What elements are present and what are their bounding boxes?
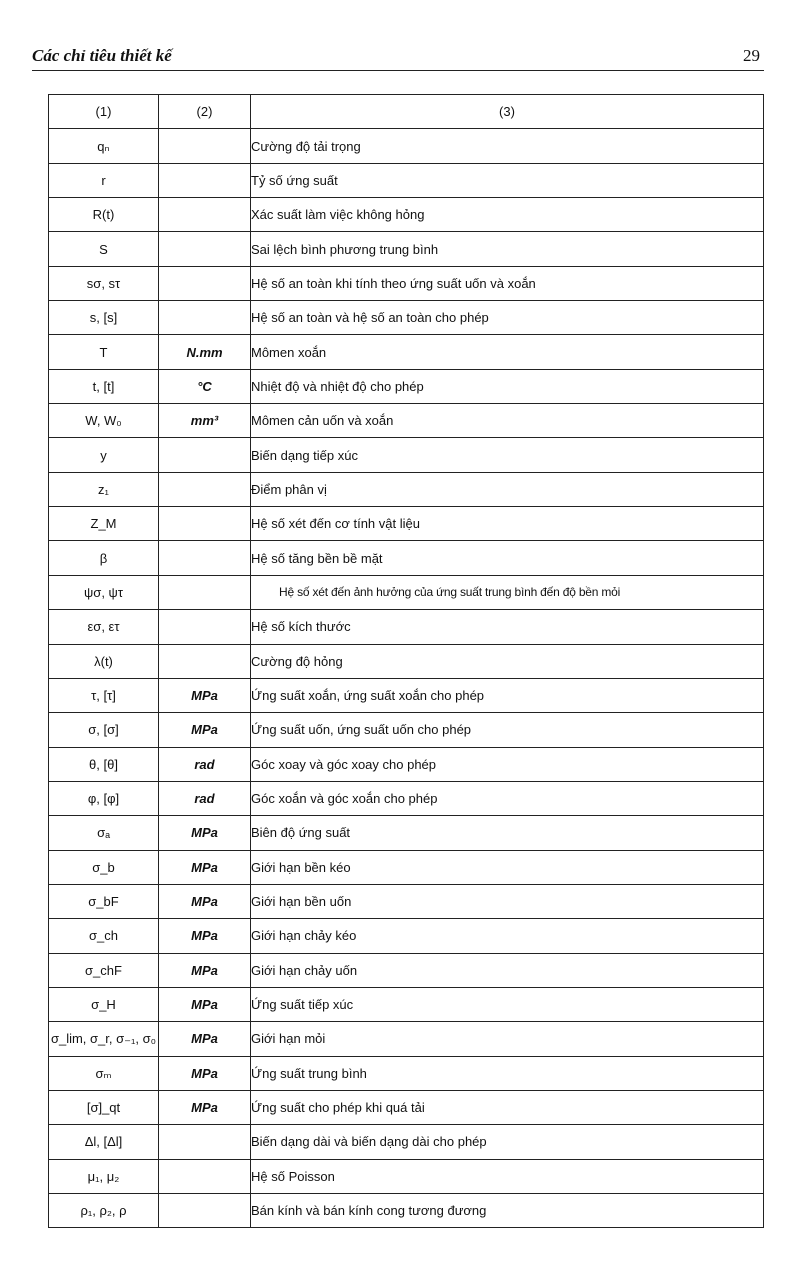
description-cell: Hệ số tăng bền bề mặt (251, 541, 764, 575)
symbol-cell: σ, [σ] (49, 713, 159, 747)
column-header-description: (3) (251, 95, 764, 129)
page-header (32, 44, 764, 71)
symbol-cell: ρ₁, ρ₂, ρ (49, 1194, 159, 1228)
unit-cell (159, 507, 251, 541)
table-row (49, 335, 764, 369)
description-cell: Bán kính và bán kính cong tương đương (251, 1194, 764, 1228)
symbol-cell: σₘ (49, 1056, 159, 1090)
unit-cell: MPa (159, 987, 251, 1021)
description-cell: Biên độ ứng suất (251, 816, 764, 850)
description-cell: Ứng suất cho phép khi quá tải (251, 1090, 764, 1124)
table-row (49, 472, 764, 506)
table-row (49, 919, 764, 953)
description-cell: Hệ số Poisson (251, 1159, 764, 1193)
table-row (49, 404, 764, 438)
unit-cell (159, 472, 251, 506)
symbol-cell: T (49, 335, 159, 369)
table-row (49, 1090, 764, 1124)
description-cell: Giới hạn chảy uốn (251, 953, 764, 987)
description-cell: Hệ số an toàn và hệ số an toàn cho phép (251, 301, 764, 335)
symbol-cell: θ, [θ] (49, 747, 159, 781)
unit-cell: MPa (159, 678, 251, 712)
description-cell: Góc xoắn và góc xoắn cho phép (251, 781, 764, 815)
symbol-cell: ψσ, ψτ (49, 575, 159, 609)
description-cell: Ứng suất trung bình (251, 1056, 764, 1090)
unit-cell: MPa (159, 884, 251, 918)
unit-cell: rad (159, 747, 251, 781)
symbol-cell: Δl, [Δl] (49, 1125, 159, 1159)
description-cell: Biến dạng dài và biến dạng dài cho phép (251, 1125, 764, 1159)
column-header-unit: (2) (159, 95, 251, 129)
column-header-symbol: (1) (49, 95, 159, 129)
description-cell: Hệ số kích thước (251, 610, 764, 644)
symbol-cell: σ_ch (49, 919, 159, 953)
description-cell: Mômen xoắn (251, 335, 764, 369)
table-row (49, 610, 764, 644)
symbol-cell: sσ, sτ (49, 266, 159, 300)
unit-cell (159, 438, 251, 472)
description-cell: Giới hạn bền kéo (251, 850, 764, 884)
table-row (49, 301, 764, 335)
table-row (49, 1194, 764, 1228)
table-row (49, 266, 764, 300)
description-cell: Điểm phân vị (251, 472, 764, 506)
description-cell: Giới hạn mỏi (251, 1022, 764, 1056)
symbol-cell: S (49, 232, 159, 266)
unit-cell (159, 163, 251, 197)
table-row (49, 369, 764, 403)
description-cell: Ứng suất tiếp xúc (251, 987, 764, 1021)
unit-cell (159, 610, 251, 644)
page-number: 29 (743, 46, 760, 65)
description-cell: Góc xoay và góc xoay cho phép (251, 747, 764, 781)
symbol-cell: r (49, 163, 159, 197)
unit-cell: MPa (159, 953, 251, 987)
page-title: Các chỉ tiêu thiết kế (32, 46, 172, 65)
symbol-cell: y (49, 438, 159, 472)
table-row (49, 1056, 764, 1090)
symbol-cell: R(t) (49, 198, 159, 232)
symbol-cell: φ, [φ] (49, 781, 159, 815)
description-cell: Xác suất làm việc không hỏng (251, 198, 764, 232)
symbol-table (48, 94, 764, 1228)
table-row (49, 644, 764, 678)
unit-cell (159, 1194, 251, 1228)
table-row (49, 987, 764, 1021)
unit-cell (159, 1125, 251, 1159)
unit-cell: MPa (159, 1056, 251, 1090)
table-row (49, 129, 764, 163)
symbol-cell: z₁ (49, 472, 159, 506)
description-cell: Hệ số xét đến ảnh hưởng của ứng suất trung bình đến độ bền mỏi (251, 575, 764, 609)
symbol-cell: β (49, 541, 159, 575)
symbol-cell: σₐ (49, 816, 159, 850)
unit-cell (159, 541, 251, 575)
unit-cell: MPa (159, 919, 251, 953)
table-row (49, 198, 764, 232)
unit-cell (159, 266, 251, 300)
description-cell: Ứng suất xoắn, ứng suất xoắn cho phép (251, 678, 764, 712)
symbol-cell: σ_lim, σ_r, σ₋₁, σ₀ (49, 1022, 159, 1056)
symbol-cell: Z_M (49, 507, 159, 541)
unit-cell: MPa (159, 850, 251, 884)
description-cell: Biến dạng tiếp xúc (251, 438, 764, 472)
table-row (49, 1125, 764, 1159)
table-row (49, 953, 764, 987)
symbol-cell: μ₁, μ₂ (49, 1159, 159, 1193)
unit-cell: mm³ (159, 404, 251, 438)
unit-cell: rad (159, 781, 251, 815)
description-cell: Hệ số an toàn khi tính theo ứng suất uốn và xoắn (251, 266, 764, 300)
symbol-cell: t, [t] (49, 369, 159, 403)
table-row (49, 713, 764, 747)
unit-cell: MPa (159, 816, 251, 850)
unit-cell (159, 129, 251, 163)
symbol-cell: [σ]_qt (49, 1090, 159, 1124)
symbol-cell: σ_b (49, 850, 159, 884)
symbol-cell: σ_chF (49, 953, 159, 987)
symbol-cell: λ(t) (49, 644, 159, 678)
table-row (49, 438, 764, 472)
description-cell: Sai lệch bình phương trung bình (251, 232, 764, 266)
symbol-cell: σ_bF (49, 884, 159, 918)
description-cell: Mômen cản uốn và xoắn (251, 404, 764, 438)
description-cell: Giới hạn chảy kéo (251, 919, 764, 953)
description-cell: Cường độ tải trọng (251, 129, 764, 163)
table-row (49, 232, 764, 266)
table-header-row (49, 95, 764, 129)
unit-cell: MPa (159, 1090, 251, 1124)
unit-cell (159, 575, 251, 609)
table-row (49, 747, 764, 781)
table-row (49, 1159, 764, 1193)
description-cell: Hệ số xét đến cơ tính vật liệu (251, 507, 764, 541)
description-cell: Tỷ số ứng suất (251, 163, 764, 197)
unit-cell (159, 198, 251, 232)
symbol-cell: σ_H (49, 987, 159, 1021)
symbol-cell: εσ, ετ (49, 610, 159, 644)
unit-cell: °C (159, 369, 251, 403)
table-row (49, 816, 764, 850)
unit-cell (159, 1159, 251, 1193)
table-row (49, 575, 764, 609)
symbol-cell: s, [s] (49, 301, 159, 335)
unit-cell: N.mm (159, 335, 251, 369)
symbol-cell: W, W₀ (49, 404, 159, 438)
symbol-cell: τ, [τ] (49, 678, 159, 712)
description-cell: Cường độ hỏng (251, 644, 764, 678)
table-row (49, 507, 764, 541)
table-body (49, 129, 764, 1228)
table-row (49, 781, 764, 815)
table-row (49, 541, 764, 575)
unit-cell: MPa (159, 713, 251, 747)
description-cell: Ứng suất uốn, ứng suất uốn cho phép (251, 713, 764, 747)
table-row (49, 678, 764, 712)
unit-cell (159, 644, 251, 678)
unit-cell (159, 232, 251, 266)
table-row (49, 884, 764, 918)
unit-cell: MPa (159, 1022, 251, 1056)
table-row (49, 850, 764, 884)
unit-cell (159, 301, 251, 335)
description-cell: Giới hạn bền uốn (251, 884, 764, 918)
table-row (49, 163, 764, 197)
table-row (49, 1022, 764, 1056)
symbol-cell: qₙ (49, 129, 159, 163)
description-cell: Nhiệt độ và nhiệt độ cho phép (251, 369, 764, 403)
